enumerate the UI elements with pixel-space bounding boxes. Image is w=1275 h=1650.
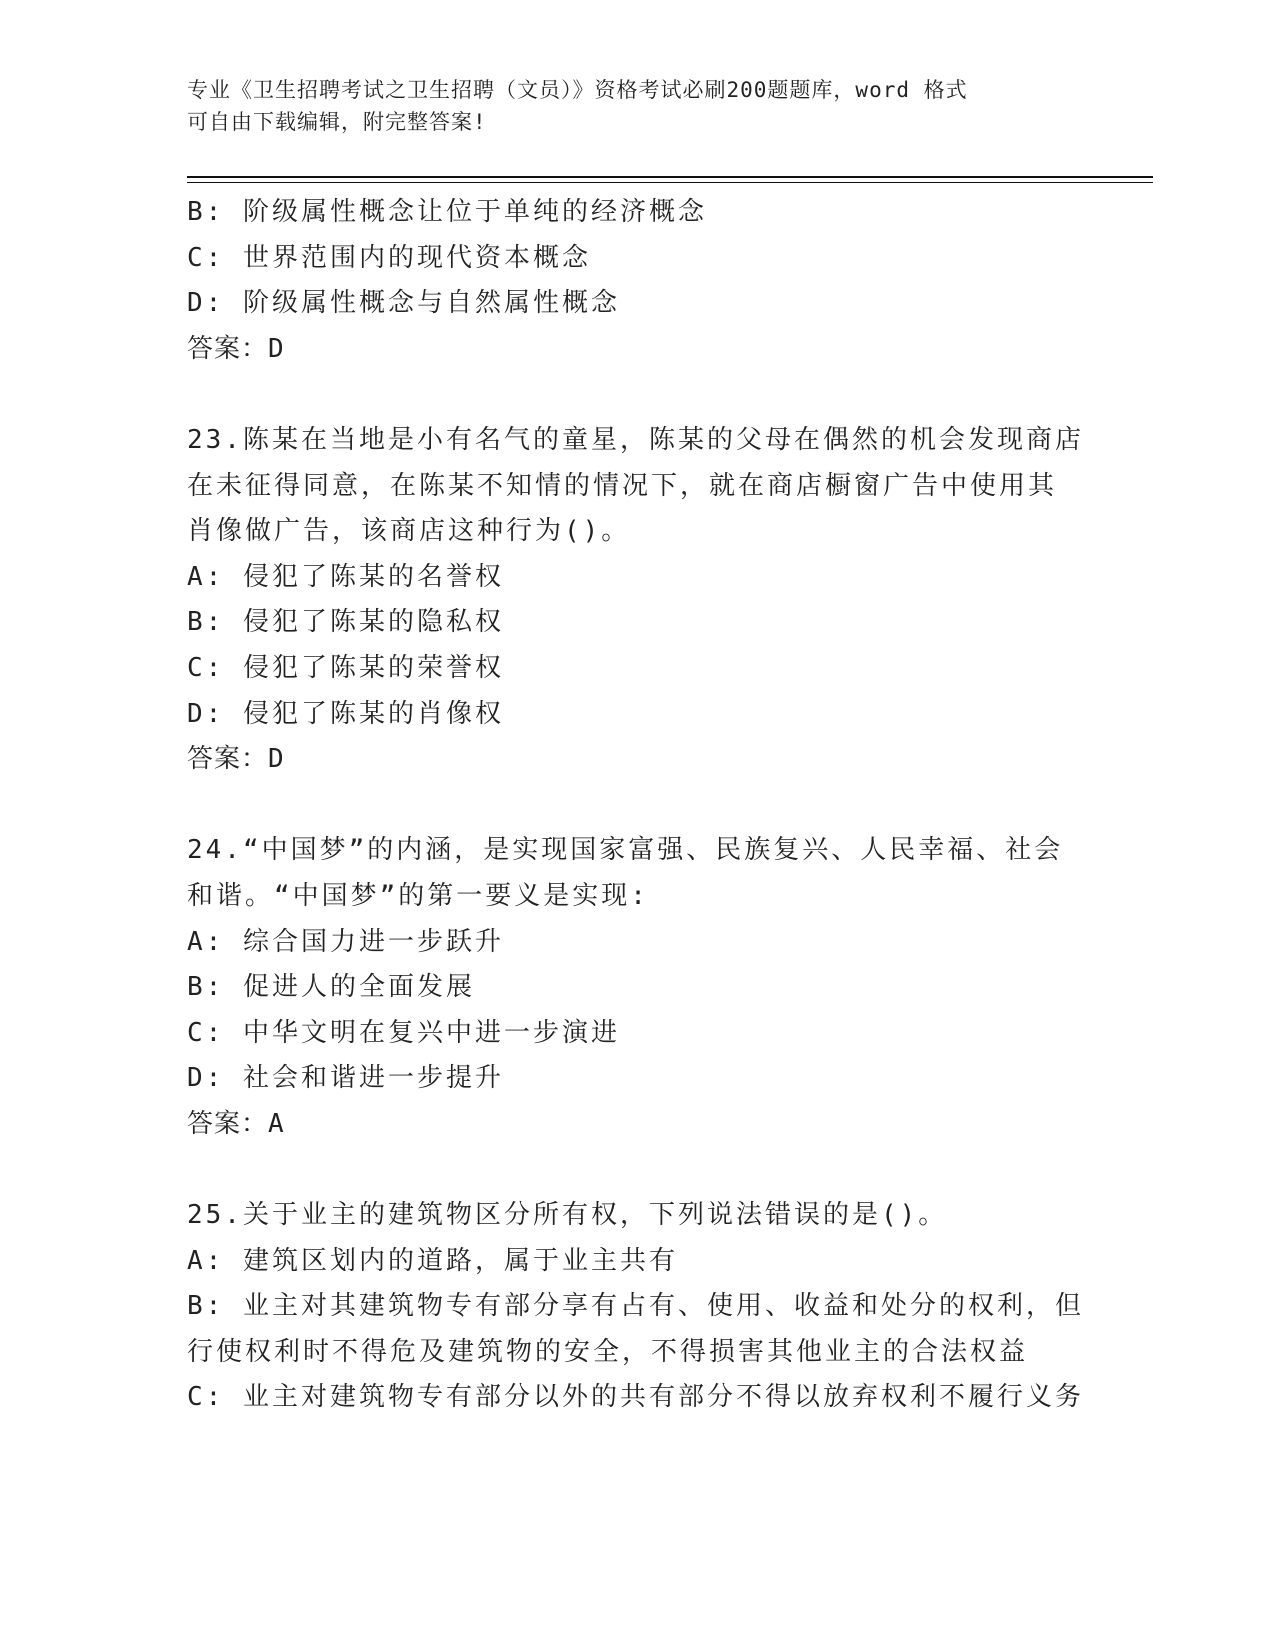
question-25	[187, 1193, 1107, 1421]
q23-option-c: C: 侵犯了陈某的荣誉权	[187, 652, 504, 683]
q23-option-d: D: 侵犯了陈某的肖像权	[187, 698, 504, 729]
header-line-1: 专业《卫生招聘考试之卫生招聘（文员）》资格考试必刷200题题库，word 格式	[187, 78, 968, 102]
q22-option-c: C: 世界范围内的现代资本概念	[187, 242, 591, 273]
question-content	[187, 190, 1107, 1421]
q24-option-b: B: 促进人的全面发展	[187, 972, 475, 1003]
header-rule-thin	[187, 182, 1153, 183]
q24-stem-line-2: 和谐。“中国梦”的第一要义是实现:	[187, 880, 649, 911]
q25-option-c: C: 业主对建筑物专有部分以外的共有部分不得以放弃权利不履行义务	[187, 1382, 1084, 1413]
q23-option-b: B: 侵犯了陈某的隐私权	[187, 607, 504, 638]
document-header	[187, 74, 1087, 138]
q22-option-b: B: 阶级属性概念让位于单纯的经济概念	[187, 197, 707, 227]
question-23	[187, 418, 1107, 783]
question-24	[187, 828, 1107, 1147]
q22-answer: 答案：D	[187, 333, 285, 364]
header-line-2: 可自由下载编辑，附完整答案!	[187, 110, 487, 134]
q24-answer: 答案：A	[187, 1108, 285, 1139]
q25-option-b-line-1: B: 业主对其建筑物专有部分享有占有、使用、收益和处分的权利，但	[187, 1291, 1084, 1322]
q23-answer: 答案：D	[187, 744, 285, 775]
q24-option-a: A: 综合国力进一步跃升	[187, 926, 504, 957]
q23-stem-line-2: 在未征得同意，在陈某不知情的情况下，就在商店橱窗广告中使用其	[187, 470, 1058, 501]
q23-stem-line-3: 肖像做广告，该商店这种行为()。	[187, 516, 631, 547]
q23-stem-line-1: 23.陈某在当地是小有名气的童星，陈某的父母在偶然的机会发现商店	[187, 424, 1084, 455]
q23-option-a: A: 侵犯了陈某的名誉权	[187, 561, 504, 592]
q25-option-a: A: 建筑区划内的道路，属于业主共有	[187, 1245, 678, 1276]
q24-option-d: D: 社会和谐进一步提升	[187, 1063, 504, 1094]
q24-option-c: C: 中华文明在复兴中进一步演进	[187, 1017, 620, 1048]
header-rule-thick	[187, 176, 1153, 178]
q22-option-d: D: 阶级属性概念与自然属性概念	[187, 288, 620, 319]
q24-stem-line-1: 24.“中国梦”的内涵，是实现国家富强、民族复兴、人民幸福、社会	[187, 835, 1064, 866]
question-22-tail	[187, 190, 1107, 372]
q25-option-b-line-2: 行使权利时不得危及建筑物的安全，不得损害其他业主的合法权益	[187, 1336, 1029, 1367]
q25-stem-line-1: 25.关于业主的建筑物区分所有权，下列说法错误的是()。	[187, 1200, 948, 1231]
